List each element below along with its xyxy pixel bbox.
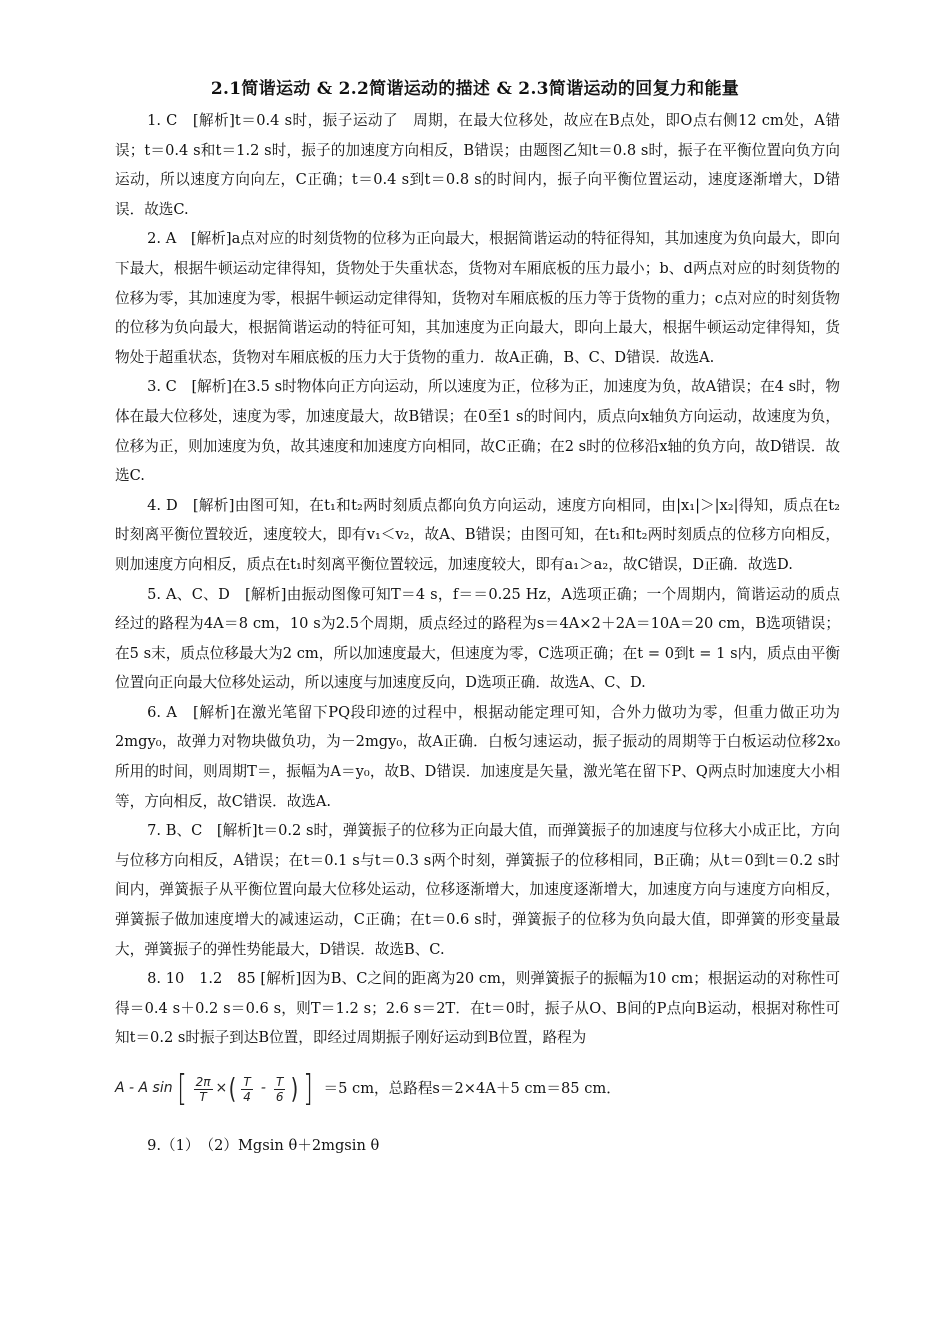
answer-3: 3. C [解析]在3.5 s时物体向正方向运动，所以速度为正，位移为正，加速度为负，故A错误；在4 s时，物体在最大位移处，速度为零，加速度最大，故B错误；在0至1 s的时间内，质点向x轴负方向运动，故速度为负，位移为正，则加速度为负，故其速度和加速度方向相同，故C正确；在2 s时的位移沿x轴的负方向，故D错误．故选C. (115, 378, 840, 485)
answer-5: 5. A、C、D [解析]由振动图像可知T＝4 s，f＝＝0.25 Hz，A选项正确；一个周期内，简谐运动的质点经过的路程为4A＝8 cm，10 s为2.5个周期，质点经过的路程为s＝4A×2＋2A＝10A＝20 cm，B选项错误；在5 s末，质点位移最大为2 cm，所以加速度最大，但速度为零，C选项正确；在t = 0到t = 1 s内，质点由平衡位置向正向最大位移处运动，所以速度与加速度反向，D选项正确．故选A、C、D. (115, 585, 840, 692)
answer-8: 8. 10 1.2 85 [解析]因为B、C之间的距离为20 cm，则弹簧振子的振幅为10 cm；根据运动的对称性可得＝0.4 s＋0.2 s＝0.6 s，则T＝1.2 s；2.6 s＝2T．在t＝0时，振子从O、B间的P点向B运动，根据对称性可知t＝0.2 s时振子到达B位置，即经过周期振子刚好运动到B位置，路程为 (115, 970, 840, 1047)
answer-body (115, 106, 840, 1161)
formula-lead: A - A sin (115, 1080, 173, 1097)
fraction-t-over-4: $\frac{T}{4}$ (243, 1074, 251, 1104)
answer-2: 2. A [解析]a点对应的时刻货物的位移为正向最大，根据简谐运动的特征得知，其加速度为负向最大，即向下最大，根据牛顿运动定律得知，货物处于失重状态，货物对车厢底板的压力最小；b、d两点对应的时刻货物的位移为零，其加速度为零，根据牛顿运动定律得知，货物对车厢底板的压力等于货物的重力；c点对应的时刻货物的位移为负向最大，根据简谐运动的特征可知，其加速度为正向最大，即向上最大，根据牛顿运动定律得知，货物处于超重状态，货物对车厢底板的压力大于货物的重力．故A正确，B、C、D错误．故选A. (115, 230, 840, 366)
right-paren: ) (290, 1072, 298, 1105)
fraction-2pi-over-t: $\frac{2\pi}{T}$ (195, 1074, 211, 1104)
formula-result: ＝5 cm，总路程s＝2×4A＋5 cm＝85 cm． (323, 1080, 621, 1098)
page-title: 2.1简谐运动 & 2.2简谐运动的描述 & 2.3简谐运动的回复力和能量 (210, 79, 740, 99)
fraction-t-over-6: $\frac{T}{6}$ (275, 1074, 284, 1104)
formula-line (115, 1059, 840, 1119)
answer-4: 4. D [解析]由图可知，在t₁和t₂两时刻质点都向负方向运动，速度方向相同，由|x₁|＞|x₂|得知，质点在t₂时刻离平衡位置较近，速度较大，即有v₁＜v₂，故A、B错误；由图可知，在t₁和t₂两时刻质点的位移方向相反，则加速度方向相反，质点在t₁时刻离平衡位置较远，加速度较大，即有a₁＞a₂，故C错误，D正确．故选D. (115, 496, 840, 573)
answer-9: 9.（1） （2）Mgsin θ＋2mgsin θ (147, 1137, 380, 1154)
answer-7: 7. B、C [解析]t＝0.2 s时，弹簧振子的位移为正向最大值，而弹簧振子的加速度与位移大小成正比，方向与位移方向相反，A错误；在t＝0.1 s与t＝0.3 s两个时刻，弹簧振子的位移相同，B正确；从t＝0到t＝0.2 s时间内，弹簧振子从平衡位置向最大位移处运动，位移逐渐增大，加速度逐渐增大，加速度方向与速度方向相反，弹簧振子做加速度增大的减速运动，C正确；在t＝0.6 s时，弹簧振子的位移为负向最大值，即弹簧的形变量最大，弹簧振子的弹性势能最大，D错误．故选B、C. (115, 822, 840, 958)
left-bracket: [ (176, 1068, 187, 1109)
left-paren: ( (228, 1072, 237, 1105)
path-formula (115, 1068, 318, 1109)
times-sign: × (215, 1080, 228, 1097)
right-bracket: ] (303, 1068, 314, 1109)
minus-sign: - (260, 1080, 266, 1097)
answer-1: 1. C [解析]t＝0.4 s时，振子运动了 周期，在最大位移处，故应在B点处，即O点右侧12 cm处，A错误；t＝0.4 s和t＝1.2 s时，振子的加速度方向相反，B错误；由题图乙知t＝0.8 s时，振子在平衡位置向负方向运动，所以速度方向向左，C正确；t＝0.4 s到t＝0.8 s的时间内，振子向平衡位置运动，速度逐渐增大，D错误．故选C. (115, 112, 840, 218)
answer-6: 6. A [解析]在激光笔留下PQ段印迹的过程中，根据动能定理可知，合外力做功为零，但重力做正功为2mgy₀，故弹力对物块做负功，为－2mgy₀，故A正确．白板匀速运动，振子振动的周期等于白板运动位移2x₀所用的时间，则周期T＝，振幅为A＝y₀，故B、D错误．加速度是矢量，激光笔在留下P、Q两点时加速度大小相等，方向相反，故C错误．故选A. (115, 703, 840, 810)
